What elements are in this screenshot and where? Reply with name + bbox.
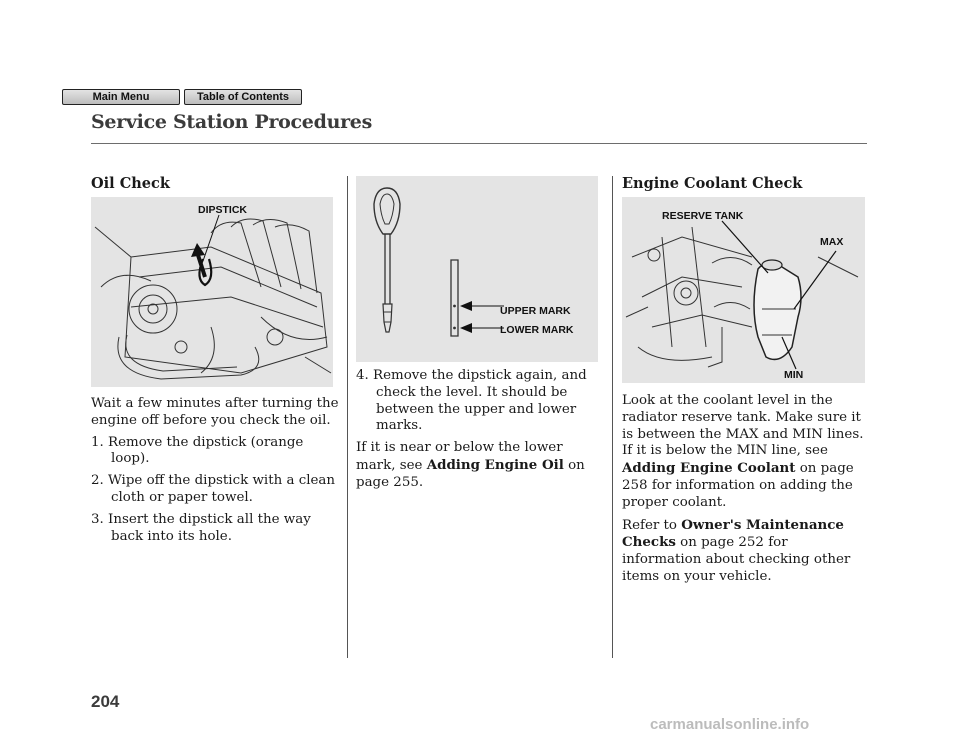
coolant-tank-illustration — [622, 197, 865, 383]
coolant-text-1: Look at the coolant level in the radiator reserve tank. Make sure it is between the MAX and MIN lines. If it is below the MIN line, see — [622, 393, 864, 459]
coolant-text-2: on page 258 for information on adding the proper coolant. — [622, 461, 854, 510]
oil-check-intro: Wait a few minutes after turning the engine off before you check the oil. — [91, 396, 339, 428]
page-number: 204 — [91, 692, 120, 711]
adding-engine-coolant-ref: Adding Engine Coolant — [622, 460, 796, 477]
upper-mark-label: UPPER MARK — [500, 305, 571, 317]
coolant-heading-wrap — [622, 176, 868, 197]
title-divider — [91, 143, 867, 144]
adding-engine-oil-ref: Adding Engine Oil — [426, 456, 564, 473]
oil-step-4: 4. Remove the dipstick again, and check the level. It should be between the upper and lower marks. — [356, 368, 587, 434]
reserve-tank-label: RESERVE TANK — [662, 210, 744, 222]
low-oil-note — [356, 440, 604, 491]
watermark: carmanualsonline.info — [650, 716, 810, 733]
main-menu-button[interactable]: Main Menu — [62, 89, 180, 105]
lower-mark-label: LOWER MARK — [500, 324, 574, 336]
reserve-tank-drawing — [622, 197, 865, 383]
oil-check-text — [91, 396, 341, 550]
min-label: MIN — [784, 369, 804, 381]
max-label: MAX — [820, 236, 844, 248]
oil-check-heading-wrap — [91, 176, 337, 197]
coolant-text — [622, 393, 870, 591]
page-title: Service Station Procedures — [91, 111, 372, 133]
dipstick-label: DIPSTICK — [198, 204, 248, 216]
oil-check-continued — [356, 368, 604, 497]
low-oil-text-2: on page 255. — [356, 457, 585, 490]
coolant-text-3: Refer to — [622, 517, 682, 533]
coolant-text-4: on page 252 for information about checking other items on your vehicle. — [622, 535, 851, 584]
low-oil-text-1: If it is near or below the lower mark, see — [356, 440, 563, 473]
coolant-heading: Engine Coolant Check — [622, 175, 803, 192]
engine-dipstick-illustration — [91, 197, 333, 387]
oil-step-1: 1. Remove the dipstick (orange loop). — [91, 434, 304, 467]
column-divider — [612, 176, 613, 658]
column-divider — [347, 176, 348, 658]
oil-check-heading: Oil Check — [91, 175, 170, 192]
dipstick-marks-illustration — [356, 176, 598, 362]
oil-step-3: 3. Insert the dipstick all the way back into its hole. — [91, 511, 311, 544]
owners-maintenance-checks-ref: Owner's Maintenance Checks — [622, 516, 844, 551]
coolant-paragraph-2 — [622, 517, 870, 586]
oil-step-2: 2. Wipe off the dipstick with a clean cloth or paper towel. — [91, 473, 336, 505]
table-of-contents-button[interactable]: Table of Contents — [184, 89, 302, 105]
engine-bay-drawing — [91, 197, 333, 387]
coolant-paragraph-1 — [622, 393, 870, 512]
